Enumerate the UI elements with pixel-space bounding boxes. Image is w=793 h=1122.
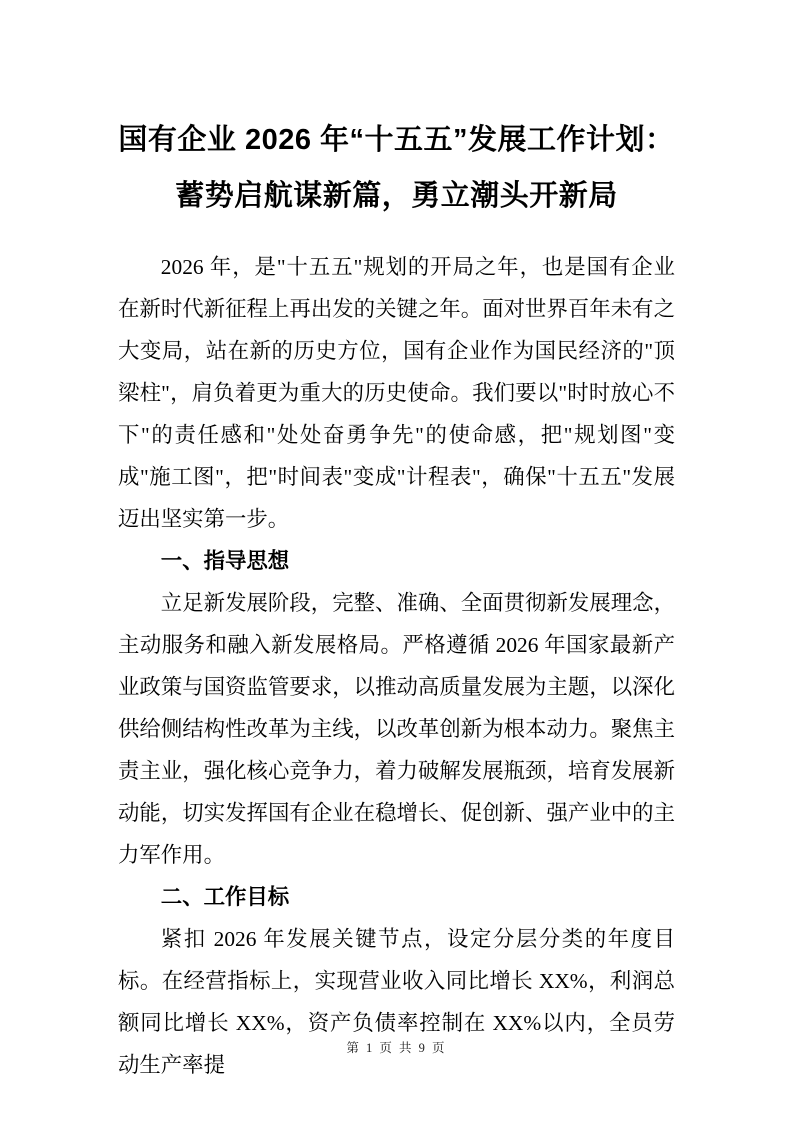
page-footer	[0, 1038, 793, 1056]
document-title-line-1: 国有企业 2026 年“十五五”发展工作计划：	[118, 124, 675, 156]
document-title-line-2: 蓄势启航谋新篇，勇立潮头开新局	[175, 180, 618, 212]
document-body	[118, 246, 675, 1086]
section-heading-1-guiding-ideology: 一、指导思想	[160, 549, 290, 573]
page-number-label: 第 1 页 共 9 页	[346, 1041, 447, 1055]
document-title	[118, 112, 675, 224]
paragraph-work-goals: 紧扣 2026 年发展关键节点，设定分层分类的年度目标。在经营指标上，实现营业收入同比增长 XX%，利润总额同比增长 XX%，资产负债率控制在 XX%以内，全员劳动生产率提	[118, 927, 675, 1077]
paragraph-guiding-ideology: 立足新发展阶段，完整、准确、全面贯彻新发展理念，主动服务和融入新发展格局。严格遵循 2026 年国家最新产业政策与国资监管要求，以推动高质量发展为主题，以深化供给侧结构性改革为主线，以改革创新为根本动力。聚焦主责主业，强化核心竞争力，着力破解发展瓶颈，培育发展新动能，切实发挥国有企业在稳增长、促创新、强产业中的主力军作用。	[118, 591, 675, 867]
section-heading-2-work-goals: 二、工作目标	[160, 885, 290, 909]
paragraph-intro: 2026 年，是"十五五"规划的开局之年，也是国有企业在新时代新征程上再出发的关键之年。面对世界百年未有之大变局，站在新的历史方位，国有企业作为国民经济的"顶梁柱"，肩负着更为重大的历史使命。我们要以"时时放心不下"的责任感和"处处奋勇争先"的使命感，把"规划图"变成"施工图"，把"时间表"变成"计程表"，确保"十五五"发展迈出坚实第一步。	[118, 255, 675, 531]
